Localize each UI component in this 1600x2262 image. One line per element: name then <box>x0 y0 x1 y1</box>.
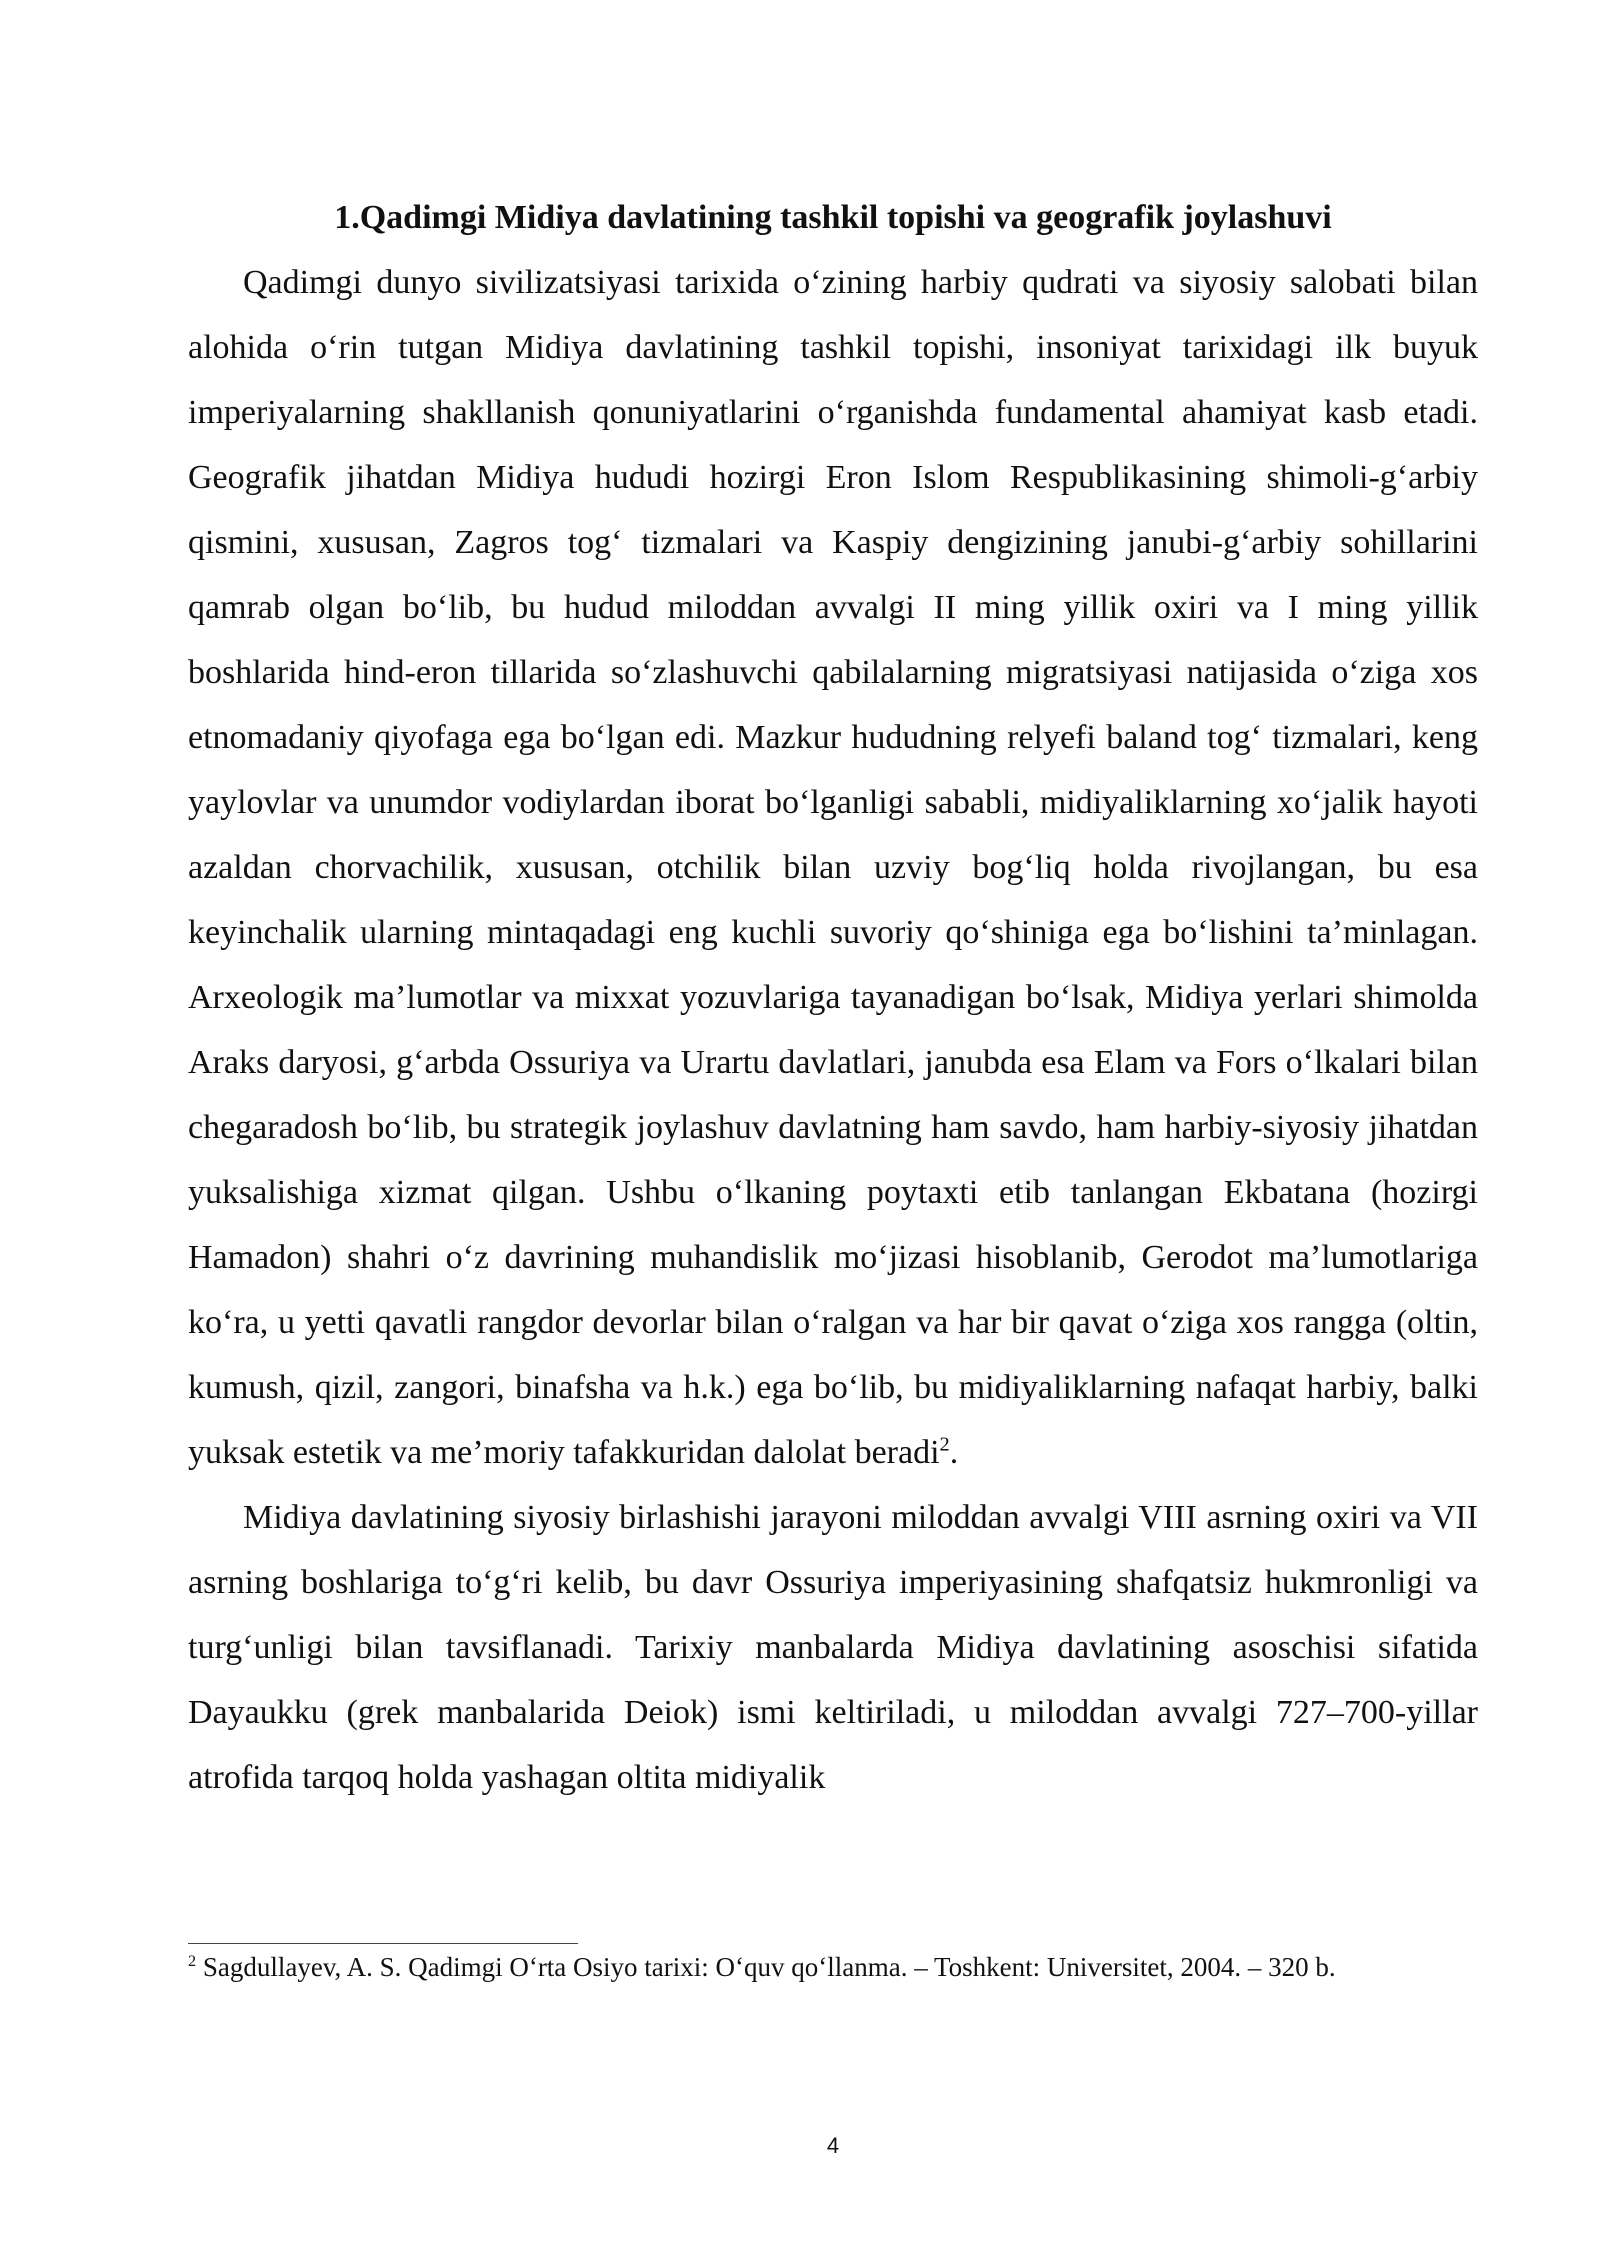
paragraph-1 <box>188 250 1478 1485</box>
body-text <box>188 250 1478 1810</box>
section-heading: 1.Qadimgi Midiya davlatining tashkil topishi va geografik joylashuvi <box>334 199 1332 236</box>
document-page <box>188 0 1478 2262</box>
paragraph-2-text: Midiya davlatining siyosiy birlashishi jarayoni miloddan avvalgi VIII asrning oxiri va VII asrning boshlariga to‘g‘ri kelib, bu davr Ossuriya imperiyasining shafqatsiz hukmronligi va turg‘unligi bilan tavsiflanadi. Tarixiy manbalarda Midiya davlatining asoschisi sifatida Dayaukku (grek manbalarida Deiok) ismi keltiriladi, u miloddan avvalgi 727–700-yillar atrofida tarqoq holda yashagan oltita midiyalik <box>188 1499 1478 1796</box>
footnote-marker: 2 <box>188 1952 197 1970</box>
footnote <box>188 1950 1478 1984</box>
paragraph-1-text: Qadimgi dunyo sivilizatsiyasi tarixida o‘zining harbiy qudrati va siyosiy salobati bilan alohida o‘rin tutgan Midiya davlatining tashkil topishi, insoniyat tarixidagi ilk buyuk imperiyalarning shakllanish qonuniyatlarini o‘rganishda fundamental ahamiyat kasb etadi. Geografik jihatdan Midiya hududi hozirgi Eron Islom Respublikasining shimoli-g‘arbiy qismini, xususan, Zagros tog‘ tizmalari va Kaspiy dengizining janubi-g‘arbiy sohillarini qamrab olgan bo‘lib, bu hudud miloddan avvalgi II ming yillik oxiri va I ming yillik boshlarida hind-eron tillarida so‘zlashuvchi qabilalarning migratsiyasi natijasida o‘ziga xos etnomadaniy qiyofaga ega bo‘lgan edi. Mazkur hududning relyefi baland tog‘ tizmalari, keng yaylovlar va unumdor vodiylardan iborat bo‘lganligi sababli, midiyaliklarning xo‘jalik hayoti azaldan chorvachilik, xususan, otchilik bilan uzviy bog‘liq holda rivojlangan, bu esa keyinchalik ularning mintaqadagi eng kuchli suvoriy qo‘shiniga ega bo‘lishini ta’minlagan. Arxeologik ma’lumotlar va mixxat yozuvlariga tayanadigan bo‘lsak, Midiya yerlari shimolda Araks daryosi, g‘arbda Ossuriya va Urartu davlatlari, janubda esa Elam va Fors o‘lkalari bilan chegaradosh bo‘lib, bu strategik joylashuv davlatning ham savdo, ham harbiy-siyosiy jihatdan yuksalishiga xizmat qilgan. Ushbu o‘lkaning poytaxti etib tanlangan Ekbatana (hozirgi Hamadon) shahri o‘z davrining muhandislik mo‘jizasi hisoblanib, Gerodot ma’lumotlariga ko‘ra, u yetti qavatli rangdor devorlar bilan o‘ralgan va har bir qavat o‘ziga xos rangga (oltin, kumush, qizil, zangori, binafsha va h.k.) ega bo‘lib, bu midiyaliklarning nafaqat harbiy, balki yuksak estetik va me’moriy tafakkuridan dalolat beradi <box>188 264 1478 1471</box>
paragraph-2 <box>188 1485 1478 1810</box>
page-number: 4 <box>826 2133 840 2158</box>
footnote-text: Sagdullayev, A. S. Qadimgi O‘rta Osiyo tarixi: O‘quv qo‘llanma. – Toshkent: Universitet, 2004. – 320 b. <box>196 1952 1336 1982</box>
footnote-reference[interactable]: 2 <box>939 1433 950 1456</box>
paragraph-1-tail: . <box>949 1434 959 1471</box>
footnote-separator <box>188 1943 578 1944</box>
